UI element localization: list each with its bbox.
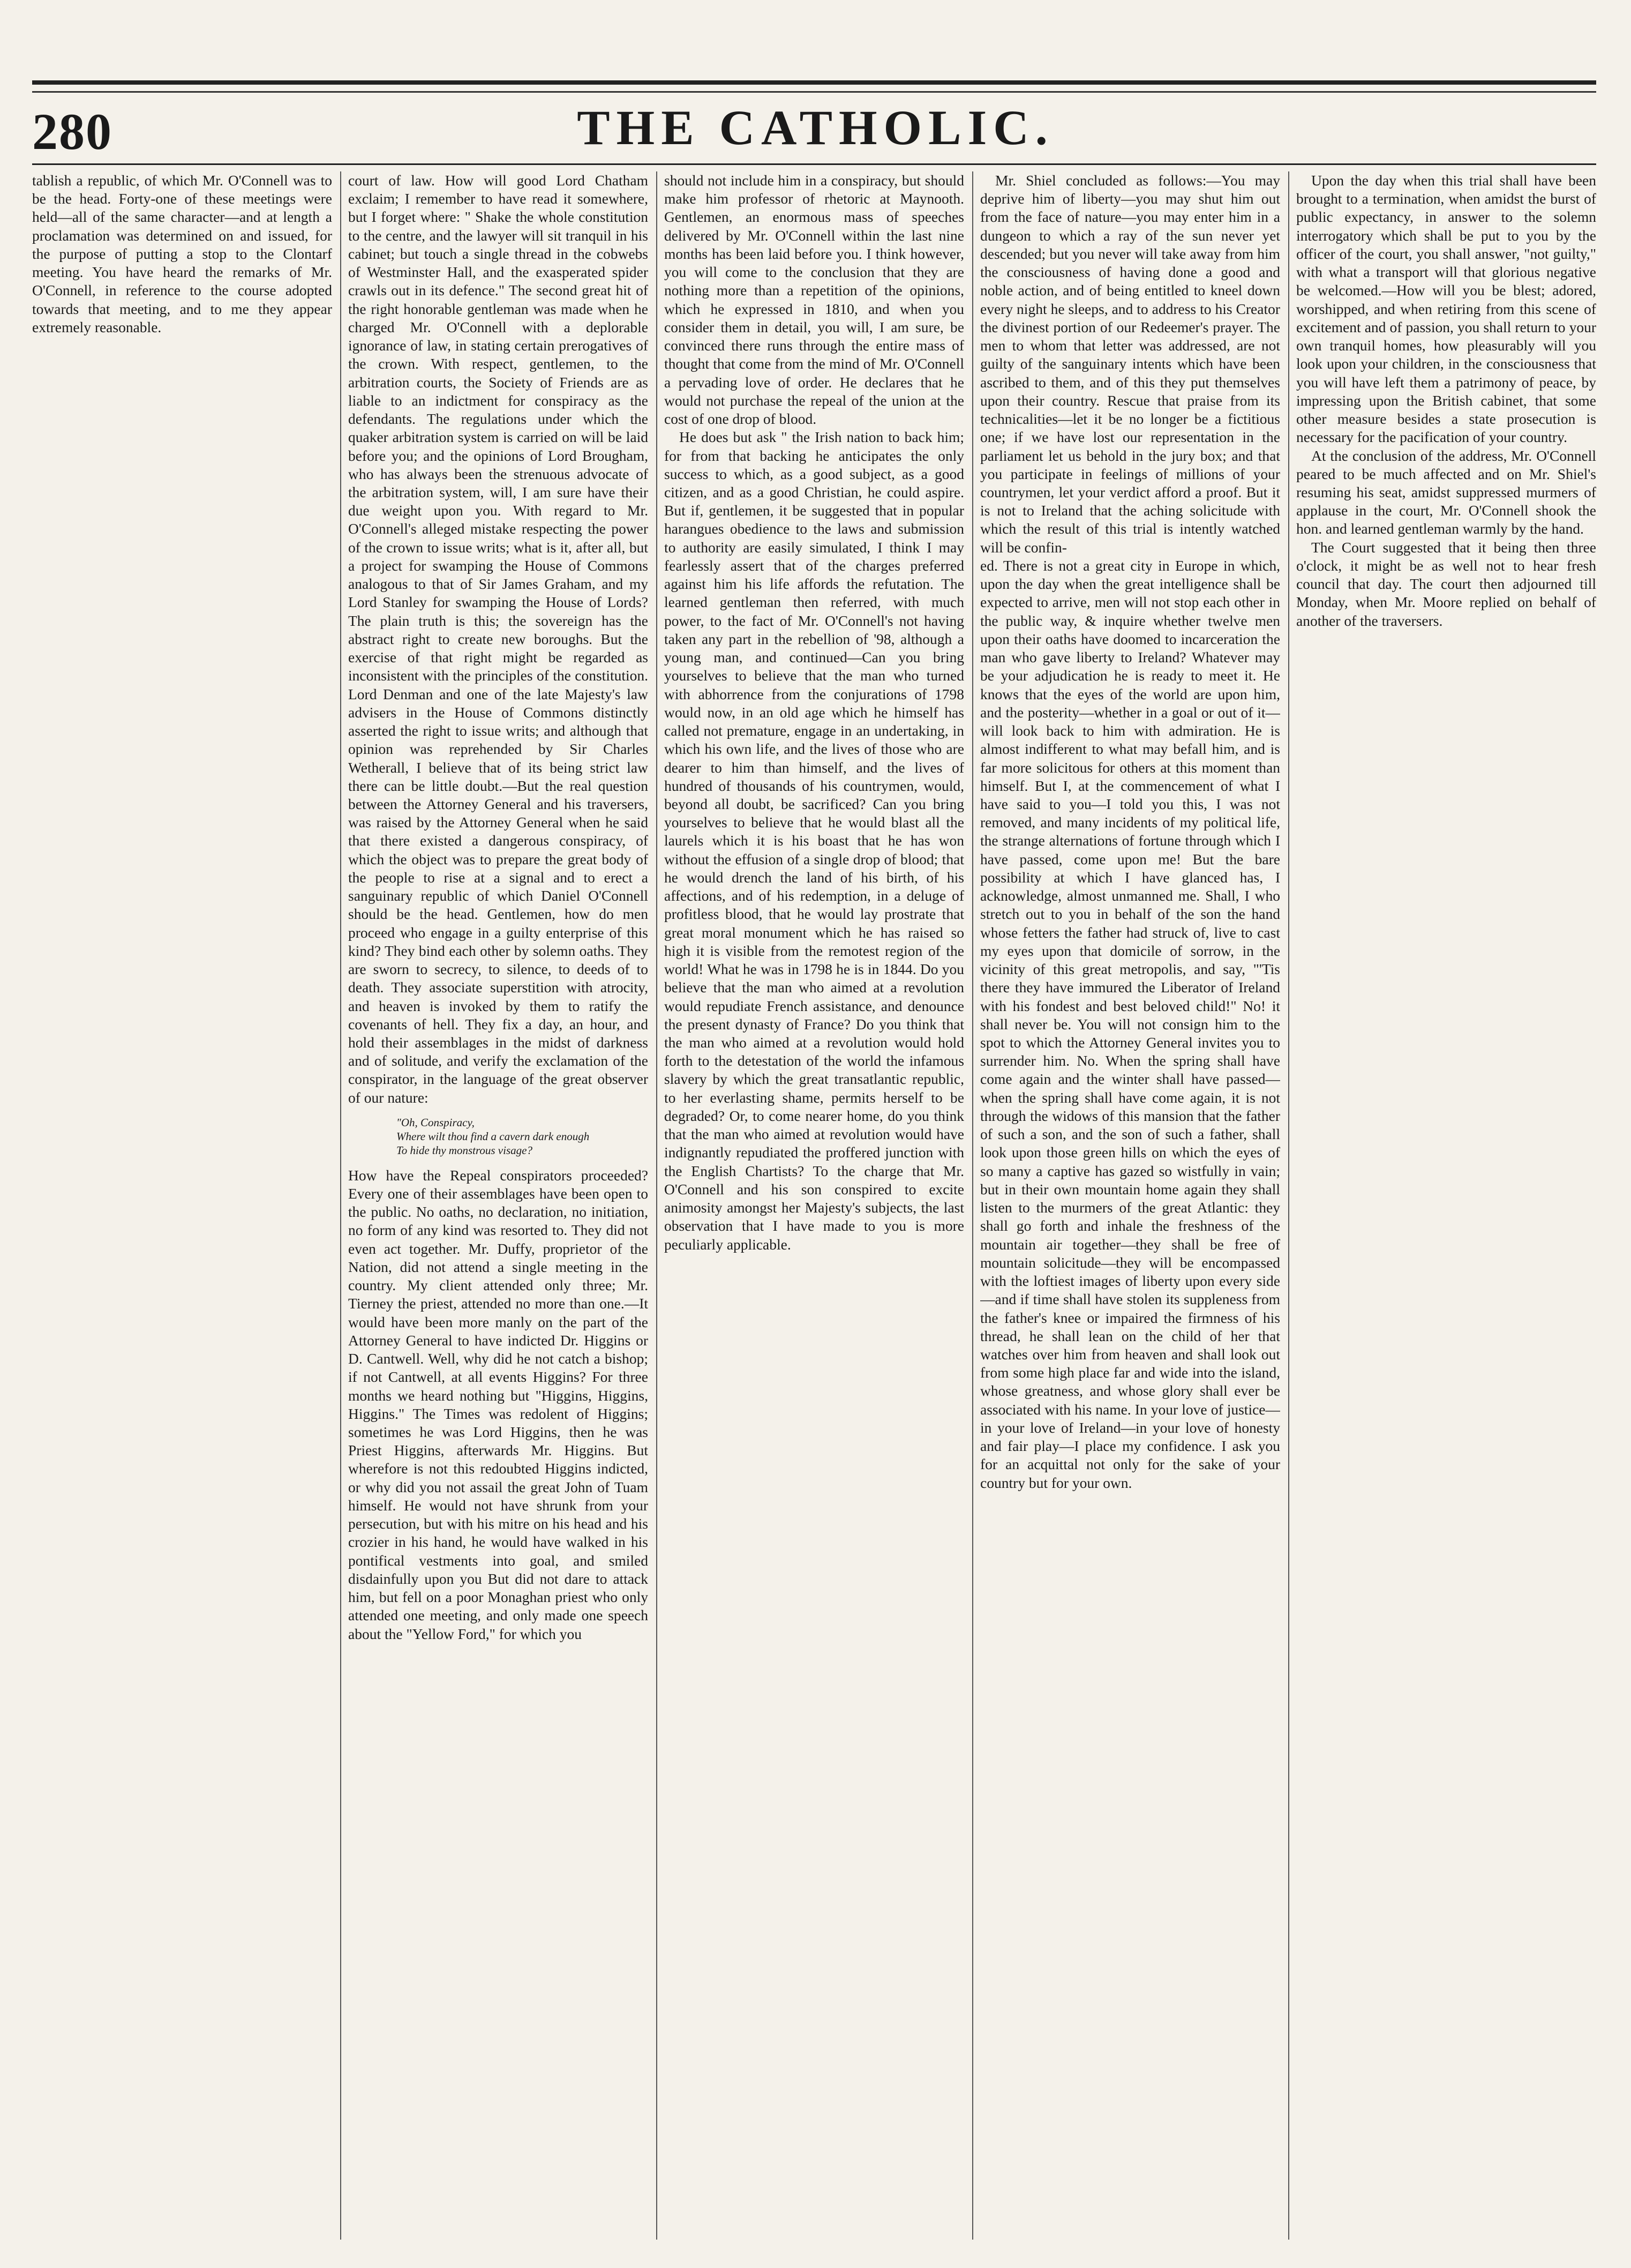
paragraph: How have the Repeal conspirators proceeded? Every one of their assemblages have been open to the public. No oaths, no declaration, no initiation, no form of any kind was resorted to. They did not even act together. Mr. Duffy, proprietor of the Nation, did not attend a single meeting in the country. My client attended only three; Mr. Tierney the priest, attended no more than one.—It would have been more manly on the part of the Attorney General to have indicted Dr. Higgins or D. Cantwell. Well, why did he not catch a bishop; if not Cantwell, at all events Higgins? For three months we heard nothing but "Higgins, Higgins, Higgins." The Times was redolent of Higgins; sometimes he was Lord Higgins, then he was Priest Higgins, afterwards Mr. Higgins. But wherefore is not this redoubted Higgins indicted, or why did you not assail the great John of Tuam himself. He would not have shrunk from your persecution, but with his mitre on his head and his crozier in his hand, he would have walked in his pontifical vestments into goal, and smiled disdainfully upon you But did not dare to attack him, but fell on a poor Monaghan priest who only attended one meeting, and only made one speech about the "Yellow Ford," for which you — [348, 1166, 648, 1642]
column-1 — [32, 171, 332, 2240]
top-rule-thin — [32, 91, 1596, 93]
paragraph: He does but ask " the Irish nation to back him; for from that backing he anticipates the only success to which, as a good subject, as a good citizen, and as a good Christian, he could aspire. But if, gentlemen, it be suggested that in popular harangues obedience to the laws and submission to authority are easily simulated, I think I may fearlessly assert that of the charges preferred against him his life affords the refutation. The learned gentleman then referred, with much power, to the fact of Mr. O'Connell's not having taken any part in the rebellion of '98, although a young man, and continued—Can you bring yourselves to believe that the man who turned with abhorrence from the conjurations of 1798 would now, in an old age which he himself has called not premature, engage in an undertaking, in which his own life, and the lives of those who are dearer to him than himself, and the lives of hundred of thousands of his countrymen, would, beyond all doubt, be sacrificed? Can you bring yourselves to believe that he would blast all the laurels which it is his boast that he has won without the effusion of a single drop of blood; that he would drench the land of his birth, of his affections, and of his redemption, in a deluge of profitless blood, that he would lay prostrate that great moral monument which he has raised so high it is visible from the remotest region of the world! What he was in 1798 he is in 1844. Do you believe that the man who aimed at a revolution would repudiate French assistance, and denounce the present dynasty of France? Do you think that the man who aimed at a revolution would hold forth to the detestation of the world the infamous slavery by which the great transatlantic republic, to her everlasting shame, permits herself to be degraded? Or, to come nearer home, do you think that the man who aimed at revolution would have indignantly repudiated the proffered junction with the English Chartists? To the charge that Mr. O'Connell and his son conspired to excite animosity amongst her Majesty's subjects, the last observation that I have made to you is more peculiarly applicable. — [664, 429, 964, 1253]
column-3 — [664, 171, 964, 2240]
column-2 — [348, 171, 648, 2240]
paragraph: At the conclusion of the address, Mr. O'Connell peared to be much affected and on Mr. Shiel's resuming his seat, amidst suppressed murmers of applause in the court, Mr. O'Connell shook the hon. and learned gentleman warmly by the hand. — [1296, 447, 1596, 537]
header-rule — [32, 163, 1596, 165]
top-rule — [32, 80, 1596, 85]
column-divider — [656, 171, 657, 2240]
verse-line: Where wilt thou find a cavern dark enough — [396, 1130, 590, 1143]
verse-line: "Oh, Conspiracy, — [396, 1116, 475, 1129]
paragraph: tablish a republic, of which Mr. O'Connell was to be the head. Forty-one of these meetings were held—all of the same character—and at length a proclamation was determined on and issued, for the purpose of putting a stop to the Clontarf meeting. You have heard the remarks of Mr. O'Connell, in reference to the course adopted towards that meeting, and to me they appear extremely reasonable. — [32, 172, 332, 335]
article-columns — [32, 171, 1596, 2240]
masthead-title: THE CATHOLIC. — [577, 100, 1054, 155]
paragraph: ed. There is not a great city in Europe in which, upon the day when the great intelligence shall be expected to arrive, men will not stop each other in the public way, & inquire whether twelve men upon their oaths have doomed to incarceration the man who gave liberty to Ireland? Whatever may be your adjudication he is ready to meet it. He knows that the eyes of the world are upon him, and the posterity—whether in a goal or out of it—will look back to him with admiration. He is almost indifferent to what may befall him, and is far more solicitous for others at this moment than himself. But I, at the commencement of what I have said to you—I told you this, I was not removed, and many incidents of my political life, the strange alternations of fortune through which I have passed, come upon me! But the bare possibility at which I have glanced has, I acknowledge, almost unmanned me. Shall, I who stretch out to you in behalf of the son the hand whose fetters the father had struck of, live to cast my eyes upon that domicile of sorrow, in the vicinity of this great metropolis, and say, "'Tis there they have immured the Liberator of Ireland with his fondest and best beloved child!" No! it shall never be. You will not consign him to the spot to which the Attorney General invites you to surrender him. No. When the spring shall have come again and the winter shall have passed—when the spring shall have come again, it is not through the widows of this mansion that the father of such a son, and the son of such a father, shall look upon those green hills on which the eyes of so many a captive has gazed so wistfully in vain; but in their own mountain home again they shall listen to the murmers of the great Atlantic: they shall go forth and inhale the freshness of the mountain air together—they shall be free of mountain solicitude—they will be encompassed with the loftiest images of liberty upon every side—and if time shall have stolen its suppleness from the father's knee or impaired the firmness of his thread, he shall lean on the child of her that watches over him from heaven and shall look out from some high place far and wide into the island, whose greatness, and whose glory shall ever be associated with his name. In your love of justice—in your love of Ireland—in your love of honesty and fair play—I place my confidence. I ask you for an acquittal not only for the sake of your country but for your own. — [980, 557, 1280, 1491]
paragraph: The Court suggested that it being then three o'clock, it might be as well not to hear fresh council that day. The court then adjourned till Monday, when Mr. Moore replied on behalf of another of the traversers. — [1296, 538, 1596, 629]
column-5 — [1296, 171, 1596, 2240]
page-number: 280 — [32, 103, 112, 160]
column-divider — [340, 171, 341, 2240]
column-divider — [972, 171, 973, 2240]
verse-line: To hide thy monstrous visage? — [396, 1144, 532, 1157]
column-4 — [980, 171, 1280, 2240]
paragraph: should not include him in a conspiracy, but should make him professor of rhetoric at Maynooth. Gentlemen, an enormous mass of speeches delivered by Mr. O'Connell within the last nine months has been laid before you. I think however, you will come to the conclusion that they are nothing more than a repetition of the opinions, which he expressed in 1810, and when you consider them in detail, you will, I am sure, be convinced there runs through the entire mass of thought that come from the mind of Mr. O'Connell a pervading love of order. He declares that he would not purchase the repeal of the union at the cost of one drop of blood. — [664, 172, 964, 428]
paragraph: court of law. How will good Lord Chatham exclaim; I remember to have read it somewhere, but I forget where: " Shake the whole constitution to the centre, and the lawyer will sit tranquil in his cabinet; but touch a single thread in the cobwebs of Westminster Hall, and the exasperated spider crawls out in its defence." The second great hit of the right honorable gentleman was made when he charged Mr. O'Connell with a deplorable ignorance of law, in stating certain prerogatives of the crown. With respect, gentlemen, to the arbitration courts, the Society of Friends are as liable to an indictment for conspiracy as the defendants. The regulations under which the quaker arbitration system is carried on will be laid before you; and the opinions of Lord Brougham, who has always been the strenuous advocate of the arbitration system, will, I am sure have their due weight upon you. With regard to Mr. O'Connell's alleged mistake respecting the power of the crown to issue writs; what is it, after all, but a project for swamping the House of Commons analogous to that of Sir James Graham, and my Lord Stanley for swamping the House of Lords? The plain truth is this; the sovereign has the abstract right to create new boroughs. But the exercise of that right might be regarded as inconsistent with the principles of the constitution. Lord Denman and one of the late Majesty's law advisers in the House of Commons distinctly asserted the right to issue writs; and although that opinion was reprehended by Sir Charles Wetherall, I believe that of its being strict law there can be little doubt.—But the real question between the Attorney General and his traversers, was raised by the Attorney General when he said that there existed a dangerous conspiracy, of which the object was to prepare the great body of the people to rise at a signal and to erect a sanguinary republic of which Daniel O'Connell should be the head. Gentlemen, how do men proceed who engage in a guilty enterprise of this kind? They bind each other by solemn oaths. They are sworn to secrecy, to silence, to deeds of to death. They associate superstition with atrocity, and heaven is invoked by them to ratify the covenants of hell. They fix a day, an hour, and hold their assemblages in the midst of darkness and of solitude, and verify the exclamation of the conspirator, in the language of the great observer of our nature: — [348, 172, 648, 1106]
quoted-verse — [396, 1116, 648, 1158]
paragraph: Mr. Shiel concluded as follows:—You may deprive him of liberty—you may shut him out from the face of nature—you may enter him in a dungeon to which a ray of the sun never yet descended; but you never will take away from him the consciousness of having done a good and noble action, and of being entitled to kneel down every night he sleeps, and to address to his Creator the divinest portion of our Redeemer's prayer. The men to whom that letter was addressed, are not guilty of the sanguinary intents which have been ascribed to them, and of this they put themselves upon their country. Rescue that praise from its technicalities—let it be no longer be a fictitious one; if we have lost our representation in the parliament let us behold in the jury box; and that you participate in feelings of millions of your countrymen, let your verdict afford a proof. But it is not to Ireland that the aching solicitude with which the result of this trial is intently watched will be confin- — [980, 172, 1280, 556]
paragraph: Upon the day when this trial shall have been brought to a termination, when amidst the burst of public expectancy, in answer to the solemn interrogatory which shall be put to you by the officer of the court, you shall answer, "not guilty," with what a transport will that glorious negative be welcomed.—How will you be blest; adored, worshipped, and when retiring from this scene of excitement and of passion, you shall return to your own tranquil homes, how pleasurably will you look upon your children, in the consciousness that you will have left them a patrimony of peace, by impressing upon the British cabinet, that some other measure besides a state prosecution is necessary for the pacification of your country. — [1296, 172, 1596, 446]
column-divider — [1288, 171, 1289, 2240]
